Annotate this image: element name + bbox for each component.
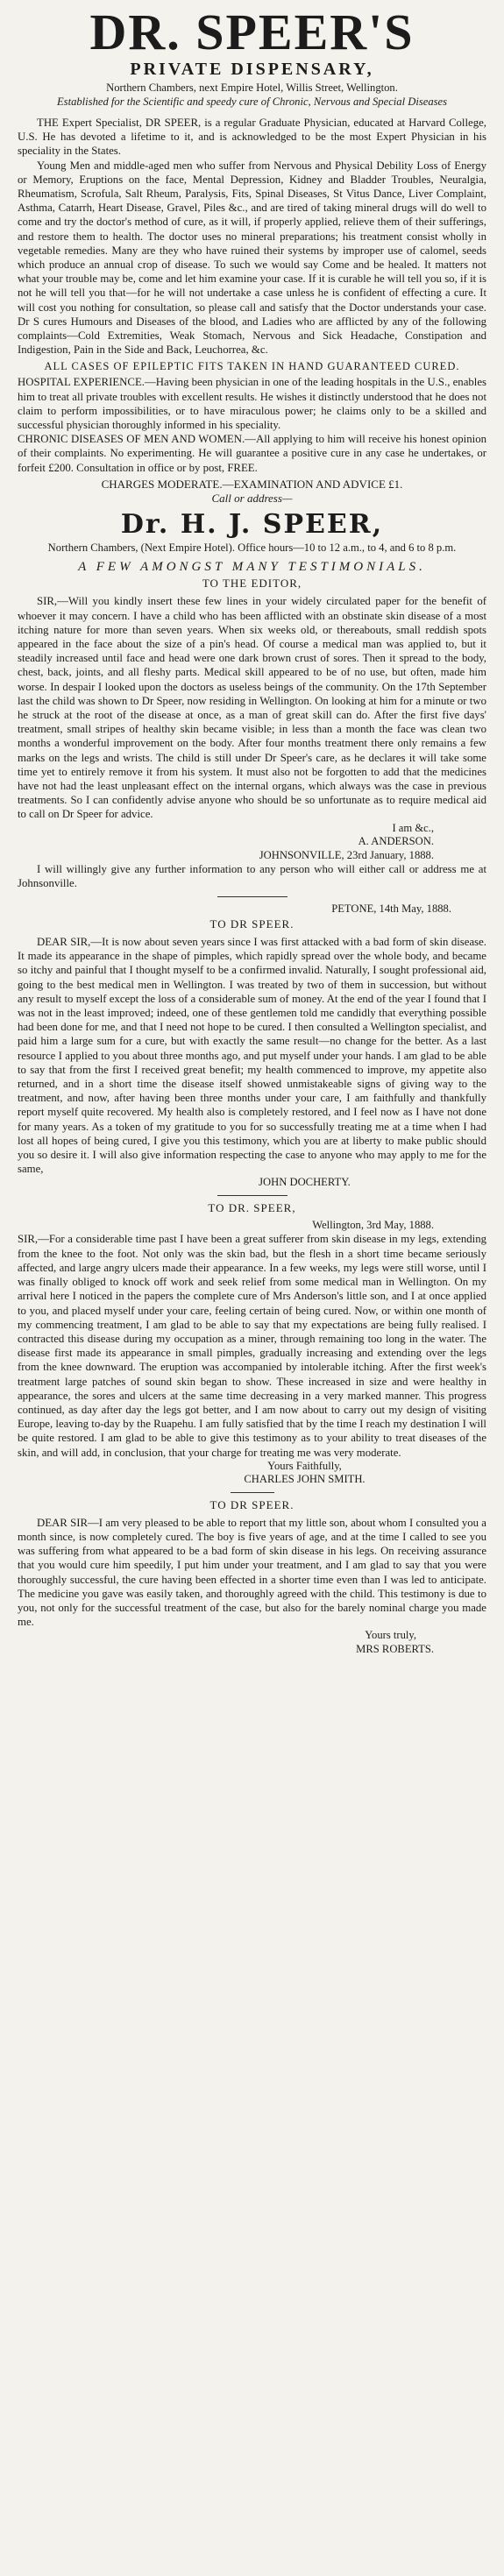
call-line: Call or address— bbox=[211, 491, 293, 505]
letter-2-signature: JOHN DOCHERTY. bbox=[259, 1176, 351, 1189]
chronic-paragraph: CHRONIC DISEASES OF MEN AND WOMEN.—All applying to him will receive his honest opinion of their complaints. No experimenting. He will guarantee a positive cure in any case he undertakes, or forfeit £200. Consultation in office or by post, FREE. bbox=[18, 433, 486, 474]
letter-3-closing: Yours Faithfully, bbox=[267, 1459, 342, 1472]
letter-2-heading: TO DR SPEER. bbox=[209, 917, 295, 931]
established-line: Established for the Scientific and speedy cure of Chronic, Nervous and Special Diseases bbox=[56, 95, 448, 108]
intro-section bbox=[18, 116, 486, 357]
letter-2-place-date: PETONE, 14th May, 1888. bbox=[331, 902, 451, 915]
divider bbox=[231, 1492, 274, 1493]
masthead-title: DR. SPEER'S bbox=[89, 4, 415, 60]
letter-4-heading: TO DR SPEER. bbox=[209, 1497, 295, 1511]
letter-3-paragraph: SIR,—For a considerable time past I have been a great sufferer from skin disease in my legs, extending from the knee to the foot. Not only was the skin bad, but the flesh in a short time became seriously affected, and large angry ulcers made their appearance. In a few weeks, my legs were still worse, until I was finally obliged to knock off work and seek relief from some medical man in Wellington. On my arrival here I noticed in the papers the complete cure of Mrs Anderson's little son, and I at once applied to you, and placed myself under your care, feeling certain of being cured. Now, or within one month of my commencing treatment, I am glad to be able to say that my expectations are being fully realised. I contracted this disease during my occupation as a miner, through remaining too long in the water. The disease first made its appearance in small pimples, gradually increasing and extending over the legs from the knee downward. The eruption was accompanied by intolerable itching. After the first week's treatment large patches of sound skin began to show. These increased in size and were healthy in appearance, the sores and ulcers at the same time decreasing in a very marked manner. This progress continued, as day after day the legs got better, and I am now about to carry out my design of visiting Europe, leaving to-day by the Ruapehu. I am fully satisfied that by the time I reach my destination I will be quite restored. I am glad to be able to give this testimony as to your ability to treat diseases of the skin, and will add, in conclusion, that your charge for treating me was very moderate. bbox=[18, 1233, 486, 1459]
letter-1-paragraph: SIR,—Will you kindly insert these few lines in your widely circulated paper for the benefit of whoever it may concern. I have a child who has been afflicted with an obstinate skin disease of a most itching nature for more than seven years. When six weeks old, or thereabouts, small reddish spots appeared in the face about the size of a pin's head. Of course a medical man was applied to, but it steadily increased until face and head were one dark brown crust of sores. Then it spread to the body, chest, back, joints, and all fleshy parts. Medical skill appeared to be of no use, but often, made him worse. In despair I looked upon the doctors as useless beings of the community. On the 17th September last the child was shown to Dr Speer, now residing in Wellington. On looking at him for a minute or two he struck at the root of the disease at once, as a man of great skill can do. After the first five days' treatment, small stripes of healthy skin became visible; in less than a month the face was clean two months a wonderful improvement on the body. After four months treatment there only remains a few marks on the legs and wrists. The child is still under Dr Speer's care, as he declares it will take some time yet to entirely remove it from his system. It must also not be forgotten to add that the medicines have not had the least unpleasant effect on the internal organs, which always was the case in previous treatments. So I can confidently advise anyone who should be so unfortunate as to require medical aid to call on Dr Speer for advice. bbox=[18, 595, 486, 821]
charges-line: CHARGES MODERATE.—EXAMINATION AND ADVICE £1. bbox=[101, 477, 403, 491]
letter-1-signature: A. ANDERSON. bbox=[358, 835, 434, 848]
letter-3-heading: TO DR. SPEER, bbox=[208, 1200, 296, 1214]
divider bbox=[217, 896, 287, 897]
epilepsy-note: ALL CASES OF EPILEPTIC FITS TAKEN IN HAND GUARANTEED CURED. bbox=[44, 360, 460, 373]
intro-paragraph-2: Young Men and middle-aged men who suffer from Nervous and Physical Debility Loss of Energy or Memory, Eruptions on the face, Mental Depression, Kidney and Bladder Troubles, Neuralgia, Rheumatism, Scrofula, Salt Rheum, Paralysis, Fits, Spinal Diseases, St Vitus Dance, Liver Complaint, Asthma, Catarrh, Heart Disease, Gravel, Piles &c., and are tired of taking mineral drugs will do well to come and try the doctor's method of cure, as it will, if properly applied, relieve them of their sufferings, and restore them to health. The doctor uses no mineral preparations; his treatment consist wholly in vegetable remedies. Many are they who have ruined their systems by improper use of calomel, seeds which produce an annual crop of disease. To such we would say Come and be healed. It matters not what your trouble may be, come and let him examine your case. If it is curable he will tell you so, if it is not he will tell you that—for he will not undertake a case unless he is confident of effecting a cure. It will cost you nothing for consultation, so please call and satisfy that the Doctor understands your case. Dr S cures Humours and Diseases of the blood, and Ladies who are afflicted by any of the following complaints—Cold Extremities, Weak Stomach, Nervous and Sick Headache, Constipation and Indigestion, Pain in the Side and Back, Leuchorrea, &c. bbox=[18, 159, 486, 357]
divider bbox=[217, 1195, 287, 1196]
office-hours: Northern Chambers, (Next Empire Hotel). Office hours—10 to 12 a.m., to 4, and 6 to 8 p.m. bbox=[47, 541, 457, 554]
letter-4-paragraph: DEAR SIR—I am very pleased to be able to report that my little son, about whom I consulted you a month since, is now completely cured. The boy is five years of age, and at the time I called to see you was suffering from what appeared to be a bad form of skin disease in his legs. On receiving assurance that you would cure him speedily, I put him under your treatment, and I am glad to say that you were thoroughly successful, the cure having been effected in a shorter time even than I was led to anticipate. The medicine you gave was easily taken, and thoroughly agreed with the child. This testimony is due to you, not only for the successful treatment of the case, but also for the barely nominal charge you made me. bbox=[18, 1516, 486, 1629]
doctor-name: Dr. H. J. SPEER, bbox=[120, 508, 384, 540]
letter-1 bbox=[18, 594, 486, 821]
letter-2 bbox=[18, 935, 486, 1176]
to-editor-heading: TO THE EDITOR, bbox=[202, 577, 302, 591]
letter-1-postscript: I will willingly give any further information to any person who will either call or address me at Johnsonville. bbox=[18, 863, 486, 890]
letter-4-signature: MRS ROBERTS. bbox=[356, 1642, 434, 1655]
letter-3-signature: CHARLES JOHN SMITH. bbox=[244, 1473, 366, 1486]
hospital-paragraph: HOSPITAL EXPERIENCE.—Having been physician in one of the leading hospitals in the U.S., enables him to treat all private troubles with excellent results. He wishes it distinctly understood that he does not claim to perform impossibilities, or to have miraculous power; he claims only to be a skilled and successful physician thoroughly informed in his speciality. bbox=[18, 376, 486, 432]
letter-1-closing: I am &c., bbox=[392, 821, 434, 834]
testimonials-heading: A FEW AMONGST MANY TESTIMONIALS. bbox=[78, 560, 426, 575]
letter-3-place-date: Wellington, 3rd May, 1888. bbox=[312, 1218, 434, 1231]
address-line: Northern Chambers, next Empire Hotel, Willis Street, Wellington. bbox=[106, 81, 398, 94]
letter-4-closing: Yours truly, bbox=[365, 1629, 416, 1642]
letter-1-place: JOHNSONVILLE, 23rd January, 1888. bbox=[259, 848, 434, 861]
letter-4 bbox=[18, 1516, 486, 1630]
letter-3 bbox=[18, 1232, 486, 1459]
letter-2-paragraph: DEAR SIR,—It is now about seven years since I was first attacked with a bad form of skin disease. It made its appearance in the shape of pimples, which rapidly spread over the whole body, and became so itchy and painful that I thought myself to be a confirmed invalid. Naturally, I sought professional aid, going to the best medical men in Wellington. I was treated by two of them in succession, but without any result to myself except the loss of a considerable sum of money. At the end of the year I found that I was not in the least improved; indeed, one of these gentlemen told me candidly that everything possible had been done for me, and that I need not hope to be cured. I then consulted a Wellington specialist, and paid him a large sum for a cure, but with exactly the same result—no change for the better. As a last resource I applied to you about three months ago, and put myself under your hands. I am glad to be able to say that from the first I received great benefit; my health commenced to improve, my appetite also returned, and in a short time the disease itself showed unmistakeable signs of giving way to the treatment, and now, after having been three months under your care, I am faithfully and thankfully report myself quite recovered. My health also is completely restored, and I feel now as I have not done for many years. As a token of my gratitude to you for so successfully treating me at a time when I had lost all hopes of being cured, I give you this testimony, which you are at liberty to make public should you so desire it. I will also give information respecting the case to anyone who may apply to me for the same, bbox=[18, 936, 486, 1176]
intro-paragraph-1: THE Expert Specialist, DR SPEER, is a regular Graduate Physician, educated at Harvard College, U.S. He has devoted a lifetime to it, and is acknowledged to be the most Expert Physician in his speciality in the States. bbox=[18, 117, 486, 158]
masthead-subtitle: PRIVATE DISPENSARY, bbox=[130, 60, 374, 79]
